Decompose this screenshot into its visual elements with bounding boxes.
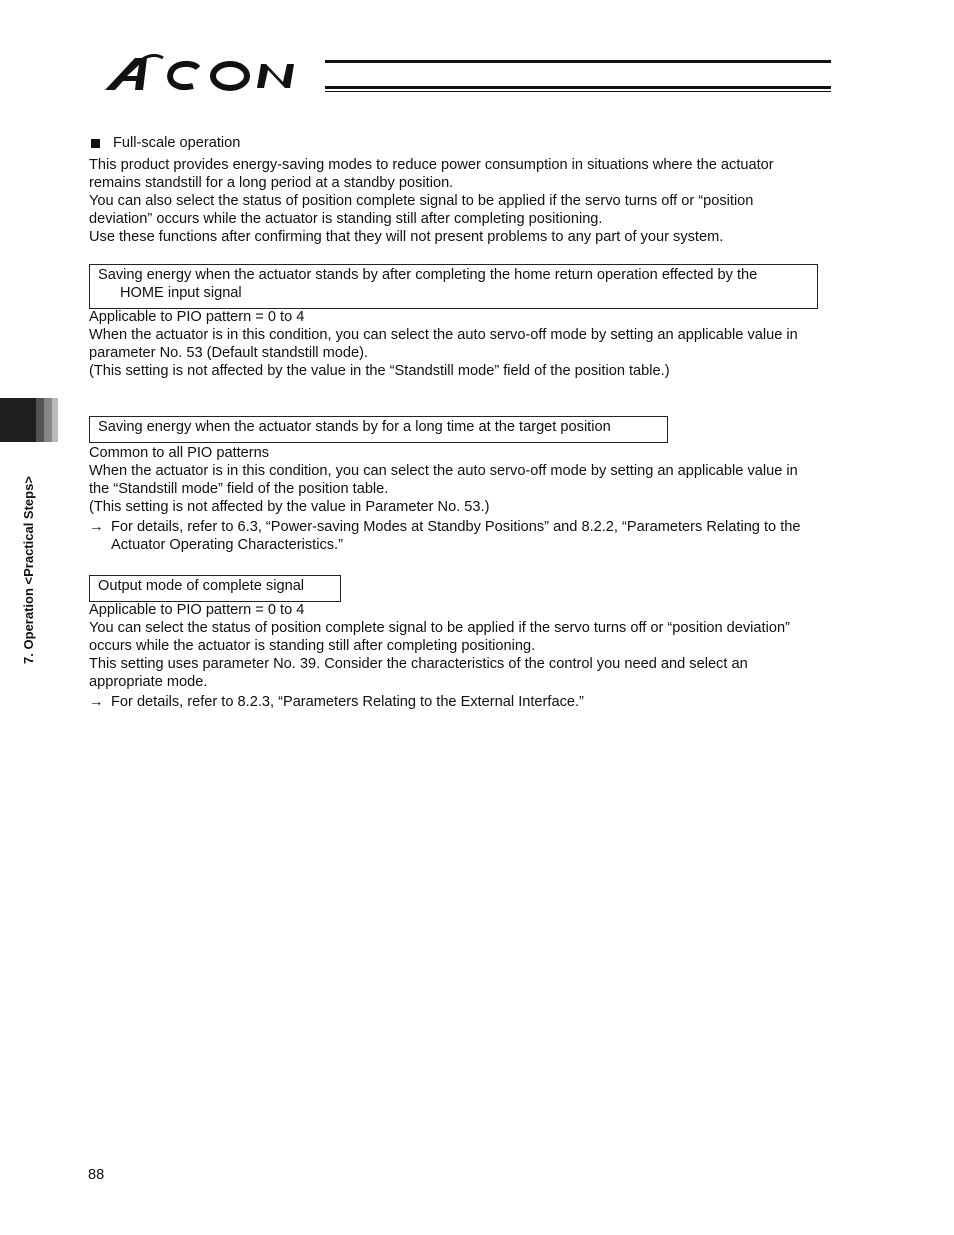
target-position-description [89, 444, 859, 554]
intro-paragraph [89, 156, 859, 246]
reference-note [89, 518, 859, 554]
description-line: When the actuator is in this condition, you can select the auto servo-off mode by setting an applicable value in [89, 463, 798, 479]
reference-note [89, 693, 859, 711]
intro-line: Use these functions after confirming that they will not present problems to any part of your system. [89, 229, 724, 245]
header-rule [325, 60, 831, 94]
description-line: You can select the status of position complete signal to be applied if the servo turns off or “position deviation” [89, 620, 790, 636]
home-return-description [89, 308, 859, 380]
chapter-tab-marker [0, 398, 58, 442]
intro-line: You can also select the status of position complete signal to be applied if the servo turns off or “position [89, 193, 754, 209]
description-line: This setting uses parameter No. 39. Consider the characteristics of the control you need and select an [89, 656, 748, 672]
page-content [89, 134, 859, 711]
description-line: When the actuator is in this condition, you can select the auto servo-off mode by setting an applicable value in [89, 327, 798, 343]
reference-line: Actuator Operating Characteristics.” [111, 537, 343, 553]
description-line: occurs while the actuator is standing still after completing positioning. [89, 638, 536, 654]
description-line: Common to all PIO patterns [89, 445, 270, 461]
complete-signal-box [89, 575, 341, 602]
acon-logo [103, 52, 333, 94]
target-position-energy-box [89, 416, 668, 443]
right-arrow-icon: → [89, 694, 104, 710]
description-line: (This setting is not affected by the value in the “Standstill mode” field of the position table.) [89, 363, 670, 379]
box-line: Saving energy when the actuator stands by after completing the home return operation effected by the [98, 267, 758, 283]
chapter-label: 7. Operation <Practical Steps> [21, 476, 36, 664]
section-heading-text: Full-scale operation [113, 135, 241, 151]
description-line: Applicable to PIO pattern = 0 to 4 [89, 602, 305, 618]
description-line: the “Standstill mode” field of the position table. [89, 481, 389, 497]
description-line: (This setting is not affected by the value in Parameter No. 53.) [89, 499, 490, 515]
description-line: Applicable to PIO pattern = 0 to 4 [89, 309, 305, 325]
intro-line: This product provides energy-saving modes to reduce power consumption in situations where the actuator [89, 157, 774, 173]
box-line: HOME input signal [120, 285, 242, 301]
description-line: appropriate mode. [89, 674, 208, 690]
intro-line: remains standstill for a long period at a standby position. [89, 175, 454, 191]
complete-signal-description [89, 601, 859, 711]
intro-line: deviation” occurs while the actuator is standing still after completing positioning. [89, 211, 603, 227]
reference-line: For details, refer to 6.3, “Power-saving Modes at Standby Positions” and 8.2.2, “Parameters Relating to the [111, 519, 801, 535]
box-line: Saving energy when the actuator stands by for a long time at the target position [98, 419, 611, 435]
section-heading [89, 134, 859, 152]
description-line: parameter No. 53 (Default standstill mode). [89, 345, 369, 361]
square-bullet-icon [91, 139, 100, 148]
page-number: 88 [88, 1167, 105, 1183]
reference-line: For details, refer to 8.2.3, “Parameters Relating to the External Interface.” [111, 694, 584, 710]
right-arrow-icon: → [89, 519, 104, 535]
home-return-energy-box [89, 264, 818, 309]
box-line: Output mode of complete signal [98, 578, 305, 594]
